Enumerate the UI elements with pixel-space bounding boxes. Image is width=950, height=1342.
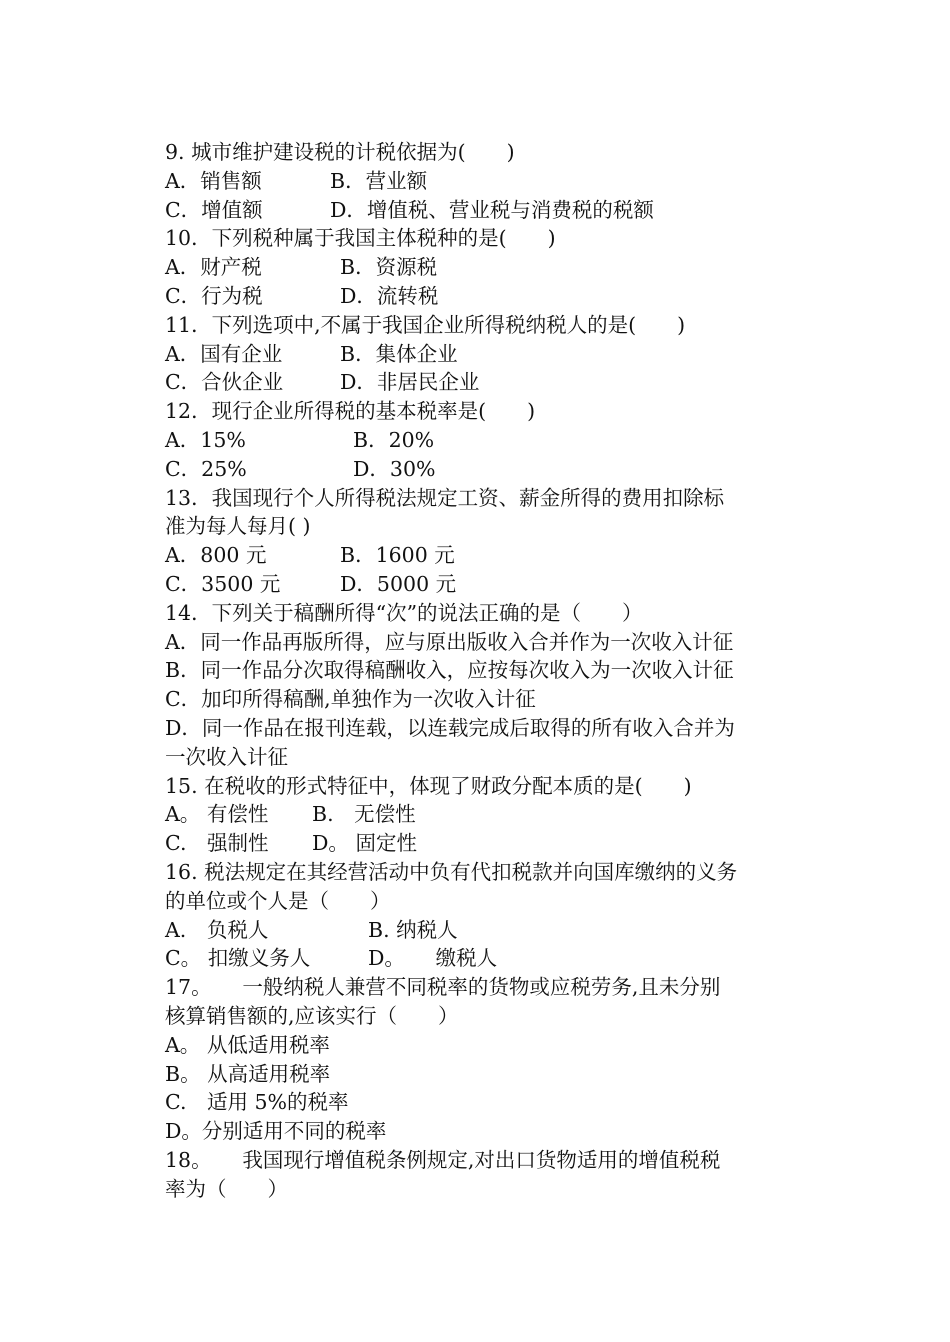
question-stem: 率为（ ） <box>165 1176 288 1201</box>
answer-option: C. 适用 5%的税率 <box>165 1090 349 1115</box>
option-row <box>165 541 805 570</box>
answer-option: B. 无偿性 <box>312 802 416 827</box>
question-stem: 18。 我国现行增值税条例规定,对出口货物适用的增值税税 <box>165 1147 721 1172</box>
option-row <box>165 570 805 599</box>
answer-option: C．行为税 <box>165 283 263 308</box>
option-row <box>165 282 805 311</box>
option-row <box>165 714 805 743</box>
option-row <box>165 167 805 196</box>
answer-option: A。 从低适用税率 <box>165 1032 330 1057</box>
answer-option: B．20% <box>353 427 435 452</box>
answer-option: A．800 元 <box>165 543 267 568</box>
answer-option: 一次收入计征 <box>165 744 288 769</box>
answer-option: A. 负税人 <box>165 917 269 942</box>
option-row <box>165 340 805 369</box>
question-stem: 10．下列税种属于我国主体税种的是( ) <box>165 226 556 251</box>
answer-option: C．25% <box>165 456 247 481</box>
question-stem: 14．下列关于稿酬所得“次”的说法正确的是（ ） <box>165 600 643 625</box>
question-stem: 的单位或个人是（ ） <box>165 888 391 913</box>
answer-option: D．30% <box>353 456 436 481</box>
answer-option: A。 有偿性 <box>165 802 269 827</box>
answer-option: B．资源税 <box>340 255 438 280</box>
option-row <box>165 1031 805 1060</box>
answer-option: D。分别适用不同的税率 <box>165 1119 387 1144</box>
option-row <box>165 1060 805 1089</box>
question-stem: 9. 城市维护建设税的计税依据为( ) <box>165 140 515 164</box>
option-row <box>165 656 805 685</box>
answer-option: C．合伙企业 <box>165 370 284 395</box>
answer-option: B．集体企业 <box>340 341 458 366</box>
answer-option: B．营业额 <box>330 168 428 193</box>
exam-page <box>165 138 805 1203</box>
option-row <box>165 1117 805 1146</box>
question-stem: 12．现行企业所得税的基本税率是( ) <box>165 399 536 424</box>
answer-option: A．同一作品再版所得，应与原出版收入合并作为一次收入计征 <box>165 629 734 654</box>
question-stem: 16. 税法规定在其经营活动中负有代扣税款并向国库缴纳的义务 <box>165 859 738 884</box>
option-row <box>165 253 805 282</box>
answer-option: C．加印所得稿酬,单独作为一次收入计征 <box>165 687 536 712</box>
answer-option: B。 从高适用税率 <box>165 1061 331 1086</box>
answer-option: D．同一作品在报刊连载，以连载完成后取得的所有收入合并为 <box>165 715 735 740</box>
option-row <box>165 628 805 657</box>
option-row <box>165 800 805 829</box>
option-row <box>165 829 805 858</box>
answer-option: A．销售额 <box>165 168 262 193</box>
answer-option: C．增值额 <box>165 197 263 222</box>
answer-option: A．15% <box>165 427 246 452</box>
answer-option: D．5000 元 <box>340 571 457 596</box>
answer-option: D．流转税 <box>340 283 439 308</box>
option-row <box>165 1088 805 1117</box>
answer-option: C．3500 元 <box>165 571 281 596</box>
question-stem: 15. 在税收的形式特征中，体现了财政分配本质的是( ) <box>165 773 692 798</box>
answer-option: D。 缴税人 <box>368 946 498 971</box>
answer-option: B．1600 元 <box>340 543 455 568</box>
answer-option: D．增值税、营业税与消费税的税额 <box>330 197 654 222</box>
question-stem: 准为每人每月( ) <box>165 514 311 539</box>
option-row <box>165 743 805 772</box>
question-stem: 17。 一般纳税人兼营不同税率的货物或应税劳务,且未分别 <box>165 975 721 1000</box>
answer-option: C。 扣缴义务人 <box>165 946 311 971</box>
option-row <box>165 368 805 397</box>
option-row <box>165 685 805 714</box>
option-row <box>165 426 805 455</box>
option-row <box>165 916 805 945</box>
option-row <box>165 944 805 973</box>
option-row <box>165 455 805 484</box>
answer-option: D。 固定性 <box>312 831 417 856</box>
answer-option: D．非居民企业 <box>340 370 480 395</box>
answer-option: B. 纳税人 <box>368 917 458 942</box>
question-stem: 11．下列选项中,不属于我国企业所得税纳税人的是( ) <box>165 312 686 337</box>
answer-option: B．同一作品分次取得稿酬收入，应按每次收入为一次收入计征 <box>165 658 734 683</box>
answer-option: A．财产税 <box>165 255 262 280</box>
option-row <box>165 196 805 225</box>
answer-option: A．国有企业 <box>165 341 283 366</box>
question-stem: 核算销售额的,应该实行（ ） <box>165 1003 459 1028</box>
question-stem: 13．我国现行个人所得税法规定工资、薪金所得的费用扣除标 <box>165 485 725 510</box>
answer-option: C. 强制性 <box>165 831 269 856</box>
